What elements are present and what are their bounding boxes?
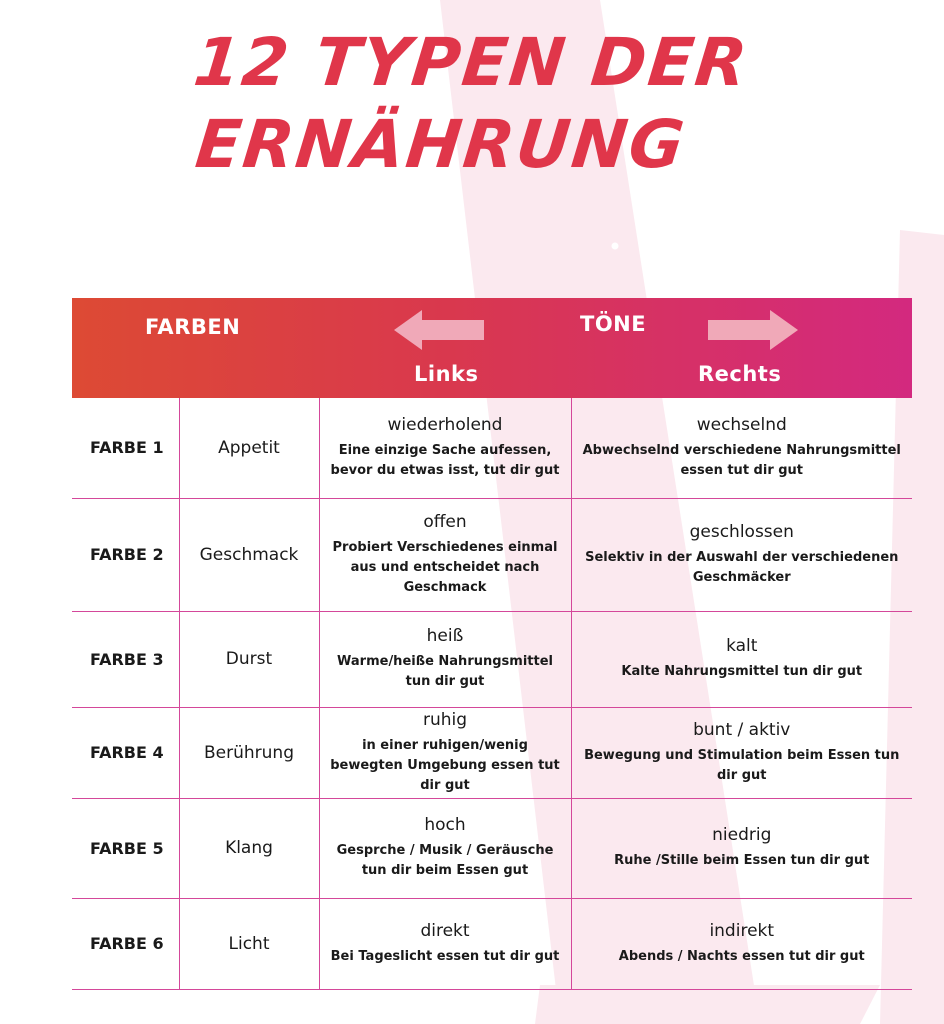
- links-cell: [319, 398, 571, 498]
- header-rechts: Rechts: [698, 362, 782, 386]
- table-row: [72, 798, 912, 898]
- sense-label: Licht: [179, 898, 319, 989]
- sense-label: Berührung: [179, 707, 319, 798]
- rechts-word: kalt: [726, 636, 758, 656]
- page-title: [0, 22, 944, 186]
- links-cell: [319, 707, 571, 798]
- rechts-word: indirekt: [709, 920, 775, 941]
- sense-label: Geschmack: [179, 498, 319, 611]
- rechts-word: wechselnd: [696, 414, 787, 435]
- links-description: in einer ruhigen/wenig bewegten Umgebung essen tut dir gut: [330, 737, 560, 793]
- farbe-label: FARBE 4: [72, 707, 179, 798]
- header-links: Links: [414, 362, 479, 386]
- links-word: ruhig: [422, 709, 468, 730]
- links-word: hoch: [424, 815, 466, 835]
- rechts-description: Abwechselnd verschiedene Nahrungsmittel essen tut dir gut: [582, 442, 901, 478]
- arrow-right-icon: [706, 308, 800, 352]
- rechts-cell: [571, 898, 912, 989]
- links-cell: [319, 611, 571, 707]
- rechts-word: geschlossen: [689, 521, 794, 542]
- rechts-cell: [571, 498, 912, 611]
- farbe-label: FARBE 3: [72, 611, 179, 707]
- farbe-label: FARBE 1: [72, 398, 179, 498]
- rechts-description: Bewegung und Stimulation beim Essen tun dir gut: [584, 747, 900, 783]
- rechts-description: Ruhe /Stille beim Essen tun dir gut: [614, 853, 870, 868]
- rechts-word: bunt / aktiv: [693, 719, 791, 740]
- arrow-left-icon: [392, 308, 486, 352]
- table-row: [72, 898, 912, 989]
- rechts-cell: [571, 798, 912, 898]
- rechts-word: niedrig: [712, 825, 772, 845]
- rechts-cell: [571, 398, 912, 498]
- rechts-description: Selektiv in der Auswahl der verschiedenen Geschmäcker: [585, 549, 899, 585]
- table-header: [72, 298, 912, 398]
- farbe-label: FARBE 5: [72, 798, 179, 898]
- sense-label: Appetit: [179, 398, 319, 498]
- links-word: heiß: [426, 626, 464, 646]
- links-word: offen: [423, 511, 467, 532]
- links-description: Warme/heiße Nahrungsmittel tun dir gut: [337, 654, 553, 689]
- sense-label: Klang: [179, 798, 319, 898]
- links-description: Gesprche / Musik / Geräusche tun dir beim Essen gut: [336, 843, 554, 878]
- links-cell: [319, 798, 571, 898]
- links-cell: [319, 898, 571, 989]
- links-word: wiederholend: [387, 414, 503, 435]
- table-row: [72, 707, 912, 798]
- header-farben: FARBEN: [145, 315, 241, 339]
- nutrition-types-table: [72, 398, 912, 990]
- sense-label: Durst: [179, 611, 319, 707]
- links-description: Probiert Verschiedenes einmal aus und entscheidet nach Geschmack: [332, 539, 558, 595]
- title-line-2: ERNÄHRUNG: [192, 106, 690, 183]
- title-line-1: 12 TYPEN DER: [190, 24, 753, 101]
- farbe-label: FARBE 6: [72, 898, 179, 989]
- header-toene: TÖNE: [580, 312, 647, 336]
- rechts-cell: [571, 707, 912, 798]
- links-description: Eine einzige Sache aufessen, bevor du etwas isst, tut dir gut: [330, 442, 560, 478]
- rechts-description: Abends / Nachts essen tut dir gut: [618, 948, 865, 964]
- rechts-cell: [571, 611, 912, 707]
- rechts-description: Kalte Nahrungsmittel tun dir gut: [621, 664, 863, 679]
- farbe-label: FARBE 2: [72, 498, 179, 611]
- table-row: [72, 498, 912, 611]
- table-row: [72, 398, 912, 498]
- links-word: direkt: [420, 920, 470, 941]
- links-cell: [319, 498, 571, 611]
- links-description: Bei Tageslicht essen tut dir gut: [330, 948, 560, 964]
- table-row: [72, 611, 912, 707]
